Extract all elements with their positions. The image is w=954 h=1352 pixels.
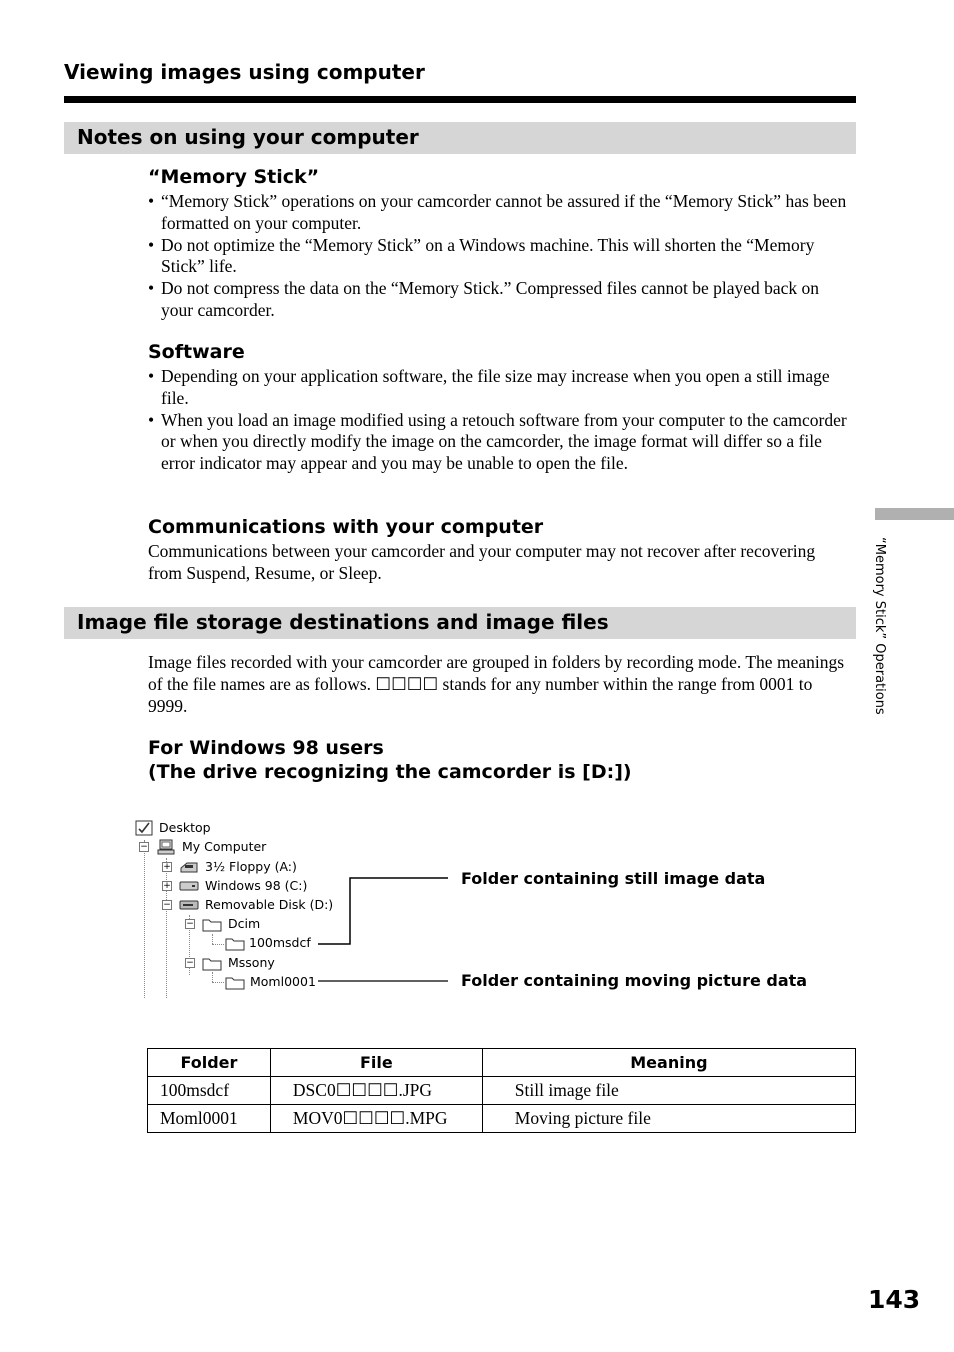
tree-connector <box>166 858 167 998</box>
tree-label-windows98: Windows 98 (C:) <box>205 878 308 893</box>
callout-moving-label: Folder containing moving picture data <box>461 971 808 990</box>
bullet-item: • Depending on your application software, the file size may increase when you open a still image file. <box>148 366 848 410</box>
table-header-row <box>148 1049 856 1077</box>
subhead-software: Software <box>148 341 245 363</box>
table-cell: DSC0☐☐☐☐.JPG <box>270 1077 482 1105</box>
folder-icon <box>202 955 222 971</box>
section-band-storage <box>64 607 856 639</box>
file-table <box>147 1048 856 1133</box>
computer-icon <box>157 839 175 855</box>
removable-disk-icon <box>179 898 199 912</box>
bullet-item: • “Memory Stick” operations on your camcorder cannot be assured if the “Memory Stick” has been formatted on your computer. <box>148 191 848 235</box>
floppy-drive-icon <box>179 859 199 875</box>
folder-icon <box>225 935 245 951</box>
expand-toggle-icon[interactable]: + <box>163 881 171 891</box>
expand-toggle-icon[interactable]: + <box>163 862 171 872</box>
desktop-icon <box>135 820 153 836</box>
collapse-toggle-icon[interactable]: − <box>163 900 171 910</box>
subhead-memory-stick: “Memory Stick” <box>148 166 320 188</box>
tree-label-100msdcf: 100msdcf <box>249 935 311 950</box>
table-row <box>148 1105 856 1133</box>
table-row <box>148 1077 856 1105</box>
tree-label-moml0001: Moml0001 <box>250 974 316 989</box>
table-cell: Moml0001 <box>148 1105 271 1133</box>
table-header: Meaning <box>482 1049 855 1077</box>
hard-drive-icon <box>179 879 199 893</box>
bullet-item: • Do not optimize the “Memory Stick” on a Windows machine. This will shorten the “Memory Stick” life. <box>148 235 848 279</box>
callout-still-label: Folder containing still image data <box>461 869 766 888</box>
callout-lines <box>310 870 460 990</box>
side-tab-marker <box>875 508 954 520</box>
win98-heading-line1: For Windows 98 users <box>148 737 384 759</box>
folder-icon <box>202 916 222 932</box>
table-cell: Still image file <box>482 1077 855 1105</box>
win98-heading-line2: (The drive recognizing the camcorder is [D:]) <box>148 761 632 783</box>
section-band-notes <box>64 122 856 154</box>
communications-text: Communications between your camcorder and your computer may not recover after recovering from Suspend, Resume, or Sleep. <box>148 541 816 583</box>
tree-label-mssony: Mssony <box>228 955 275 970</box>
tree-label-dcim: Dcim <box>228 916 261 931</box>
table-header: File <box>270 1049 482 1077</box>
tree-connector <box>212 944 224 945</box>
collapse-toggle-icon[interactable]: − <box>186 919 194 929</box>
table-cell: MOV0☐☐☐☐.MPG <box>270 1105 482 1133</box>
section-title-notes: Notes on using your computer <box>77 125 419 149</box>
table-cell: 100msdcf <box>148 1077 271 1105</box>
tree-connector <box>212 982 224 983</box>
tree-connector <box>212 934 213 944</box>
chapter-rule <box>64 96 856 103</box>
storage-intro-text: Image files recorded with your camcorder are grouped in folders by recording mode. The meanings of the file names are as follows. ☐☐☐☐ stands for any number within the range from 0001 to 9999. <box>148 652 845 716</box>
side-label-text: “Memory Stick” Operations <box>872 537 887 715</box>
tree-label-desktop: Desktop <box>159 820 211 835</box>
tree-label-floppy: 3½ Floppy (A:) <box>205 859 297 874</box>
callout-line-still <box>318 878 448 944</box>
table-cell: Moving picture file <box>482 1105 855 1133</box>
tree-label-my-computer: My Computer <box>182 839 267 854</box>
table-header: Folder <box>148 1049 271 1077</box>
chapter-title: Viewing images using computer <box>64 60 425 84</box>
subhead-communications: Communications with your computer <box>148 516 544 538</box>
tree-label-removable: Removable Disk (D:) <box>205 897 334 912</box>
bullet-item: • Do not compress the data on the “Memory Stick.” Compressed files cannot be played back on your camcorder. <box>148 278 848 322</box>
tree-connector <box>144 840 145 998</box>
section-title-storage: Image file storage destinations and image files <box>77 610 609 634</box>
folder-tree <box>133 818 333 998</box>
page-number: 143 <box>868 1285 921 1314</box>
memory-stick-bullets <box>148 191 848 322</box>
software-bullets <box>148 366 848 475</box>
collapse-toggle-icon[interactable]: − <box>140 842 148 852</box>
collapse-toggle-icon[interactable]: − <box>186 958 194 968</box>
tree-connector <box>212 972 213 982</box>
folder-icon <box>225 974 245 990</box>
side-label <box>872 537 892 757</box>
bullet-item: • When you load an image modified using a retouch software from your computer to the camcorder or when you directly modify the image on the camcorder, the image format will differ so a file error indicator may appear and you may be unable to open the file. <box>148 410 848 475</box>
